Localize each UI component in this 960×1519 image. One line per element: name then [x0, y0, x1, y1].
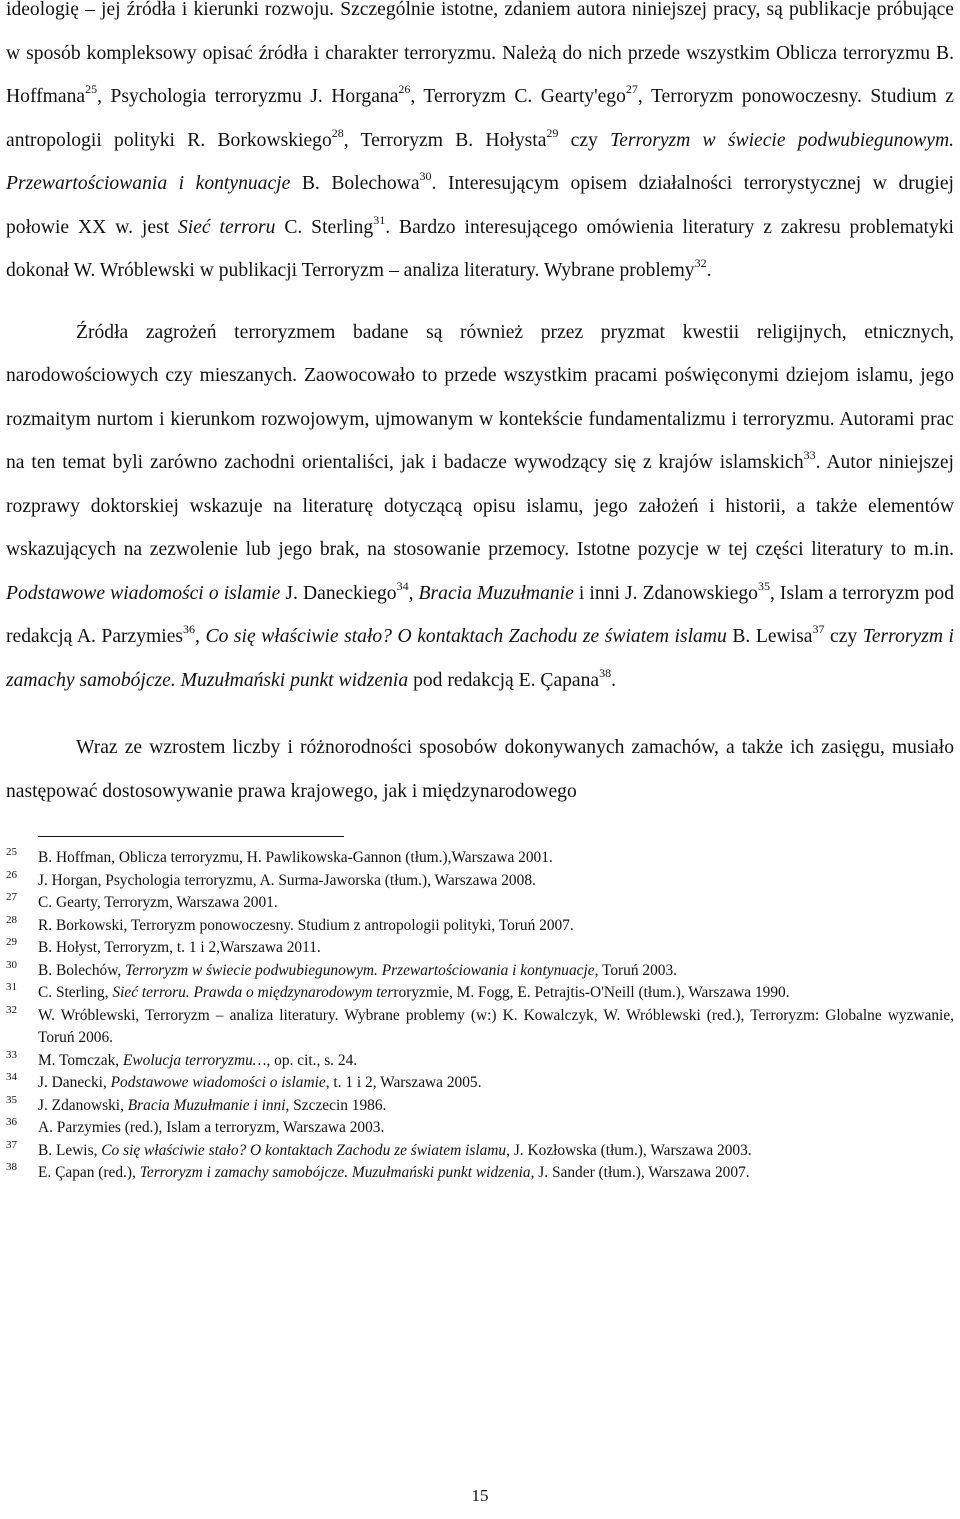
- text-run: R. Borkowski, Terroryzm ponowoczesny. Studium z antropologii polityki, Toruń 2007.: [38, 916, 574, 934]
- footnote: [6, 1117, 954, 1140]
- footnote-reference: 37: [812, 622, 825, 636]
- text-run: , Toruń 2003.: [594, 961, 678, 979]
- text-run: J. Zdanowski,: [38, 1096, 128, 1114]
- text-run: W. Wróblewski, Terroryzm – analiza literatury. Wybrane problemy (w:) K. Kowalczyk, W. Wróblewski (red.), Terroryzm: Globalne wyzwanie, Toruń 2006.: [38, 1006, 954, 1046]
- text-run: , Terroryzm B. Hołysta: [343, 129, 547, 151]
- footnote: [6, 937, 954, 960]
- text-run: . Autor niniejszej rozprawy doktorskiej wskazuje na literaturę dotyczącą opisu islamu, jego założeń i historii, a także elementów wskazujących na zezwolenie lub jego brak, na stosowanie przemocy. Istotne pozycje w tej części literatury to m.in.: [6, 452, 954, 560]
- text-run: J. Danecki,: [38, 1074, 111, 1091]
- footnote: [6, 1162, 954, 1185]
- footnote-reference: 27: [625, 82, 638, 96]
- text-run: ideologię – jej źródła i kierunki rozwoju. Szczególnie istotne, zdaniem autora niniejszej pracy, są publikacje próbujące w sposób kompleksowy opisać źródła i charakter terroryzmu. Należą do nich przede wszystkim Oblicza terroryzmu B. Hoffmana: [6, 0, 954, 107]
- italic-title: Podstawowe wiadomości o islamie: [6, 582, 281, 604]
- text-run: czy: [824, 626, 863, 647]
- text-run: .: [611, 669, 617, 691]
- footnote-reference: 33: [803, 448, 816, 462]
- text-run: . Bardzo interesującego omówienia literatury z zakresu problematyki dokonał W. Wróblewski w publikacji Terroryzm – analiza literatury. Wybrane problemy: [6, 216, 955, 281]
- footnote-reference: 38: [599, 665, 612, 680]
- footnote-reference: 29: [546, 125, 559, 140]
- footnote-number: 35: [6, 1093, 17, 1106]
- footnote: [6, 1050, 954, 1073]
- text-run: , Islam a terroryzm pod redakcją A. Parzymies: [6, 582, 955, 647]
- italic-title: Bracia Muzułmanie i inni: [127, 1096, 286, 1114]
- italic-title: Terroryzm w świecie podwubiegunowym. Przewartościowania i kontynuacje: [6, 129, 954, 194]
- text-run: C. Gearty, Terroryzm, Warszawa 2001.: [38, 894, 278, 911]
- footnote-number: 29: [6, 936, 17, 948]
- footnote-number: 27: [6, 891, 17, 903]
- footnote-number: 26: [6, 868, 17, 881]
- text-run: B. Bolechowa: [290, 173, 420, 194]
- text-run: .: [706, 260, 712, 281]
- text-run: B. Lewisa: [726, 626, 813, 647]
- footnote-reference: 26: [398, 82, 411, 96]
- footnote-reference: 28: [331, 125, 344, 140]
- italic-title: Ewolucja terroryzmu…: [122, 1051, 267, 1069]
- paragraph: [6, 726, 954, 813]
- footnote: [6, 982, 954, 1005]
- footnote: [6, 1095, 954, 1118]
- footnote-reference: 31: [373, 212, 386, 227]
- italic-title: Terroryzm w świecie podwubiegunowym. Przewartościowania i kontynuacje: [125, 961, 595, 979]
- footnote-number: 25: [6, 846, 17, 858]
- text-run: J. Daneckiego: [280, 582, 397, 604]
- italic-title: Podstawowe wiadomości o islamie: [110, 1074, 326, 1091]
- text-run: czy: [558, 129, 611, 151]
- text-run: ,: [408, 582, 419, 604]
- footnote-number: 36: [6, 1116, 17, 1128]
- footnote-number: 33: [6, 1048, 17, 1061]
- footnote-number: 30: [6, 958, 17, 971]
- text-run: A. Parzymies (red.), Islam a terroryzm, Warszawa 2003.: [38, 1119, 385, 1136]
- italic-title: Co się właściwie stało? O kontaktach Zachodu ze światem islamu: [101, 1141, 507, 1159]
- italic-title: Sieć terroru. Prawda o międzynarodowym ter: [112, 984, 394, 1001]
- footnote-reference: 30: [419, 169, 432, 183]
- text-run: , Terroryzm C. Gearty'ego: [410, 86, 626, 107]
- text-run: , J. Sander (tłum.), Warszawa 2007.: [530, 1164, 750, 1181]
- text-run: B. Hołyst, Terroryzm, t. 1 i 2,Warszawa 2011.: [38, 939, 321, 956]
- paragraph: [6, 0, 954, 293]
- footnote-separator: [38, 836, 344, 837]
- italic-title: Terroryzm i zamachy samobójcze. Muzułmański punkt widzenia: [139, 1164, 531, 1181]
- text-run: J. Horgan, Psychologia terroryzmu, A. Surma-Jaworska (tłum.), Warszawa 2008.: [38, 871, 536, 889]
- footnote-reference: 36: [183, 622, 196, 636]
- footnote: [6, 915, 954, 938]
- paragraph: [6, 311, 954, 703]
- footnotes: [6, 847, 954, 1185]
- text-run: B. Bolechów,: [38, 961, 126, 979]
- text-run: C. Sterling: [275, 216, 374, 238]
- text-run: B. Lewis,: [38, 1141, 102, 1159]
- italic-title: Sieć terroru: [178, 216, 276, 238]
- page-number: 15: [471, 1486, 489, 1505]
- text-run: i inni J. Zdanowskiego: [573, 582, 758, 604]
- text-run: , t. 1 i 2, Warszawa 2005.: [325, 1074, 482, 1091]
- text-run: B. Hoffman, Oblicza terroryzmu, H. Pawlikowska-Gannon (tłum.),Warszawa 2001.: [38, 849, 553, 866]
- text-run: M. Tomczak,: [38, 1051, 123, 1069]
- text-run: , Szczecin 1986.: [285, 1096, 387, 1114]
- text-run: , J. Kozłowska (tłum.), Warszawa 2003.: [506, 1141, 752, 1159]
- footnote: [6, 1140, 954, 1163]
- footnote-number: 38: [6, 1161, 17, 1173]
- footnote: [6, 892, 954, 915]
- footnote-number: 37: [6, 1138, 17, 1151]
- footnote: [6, 870, 954, 893]
- footnote-number: 34: [6, 1071, 17, 1083]
- footnote: [6, 847, 954, 870]
- text-run: . Interesującym opisem działalności terrorystycznej w drugiej połowie XX w. jest: [6, 173, 954, 238]
- footnote-number: 32: [6, 1003, 17, 1016]
- footnote: [6, 960, 954, 983]
- text-run: pod redakcją E. Çapana: [408, 669, 600, 691]
- text-run: , Psychologia terroryzmu J. Horgana: [97, 86, 399, 107]
- footnote-reference: 34: [396, 578, 409, 593]
- footnote-reference: 35: [757, 578, 770, 593]
- text-run: Źródła zagrożeń terroryzmem badane są również przez pryzmat kwestii religijnych, etnicznych, narodowościowych czy mieszanych. Zaowocowało to przede wszystkim pracami poświęconymi dziejom islamu, jego rozmaitym nurtom i kierunkom rozwojowym, ujmowanym w kontekście fundamentalizmu i terroryzmu. Autorami prac na ten temat byli zarówno zachodni orientaliści, jak i badacze wywodzący się z krajów islamskich: [6, 321, 954, 473]
- text-run: , op. cit., s. 24.: [266, 1051, 358, 1069]
- footnote: [6, 1005, 954, 1050]
- text-run: ,: [195, 626, 206, 647]
- footnote: [6, 1072, 954, 1095]
- text-run: C. Sterling,: [38, 984, 113, 1001]
- footnote-reference: 32: [694, 256, 707, 270]
- text-run: roryzmie, M. Fogg, E. Petrajtis-O'Neill (tłum.), Warszawa 1990.: [393, 984, 790, 1001]
- italic-title: Terroryzm i zamachy samobójcze. Muzułmański punkt widzenia: [6, 626, 954, 691]
- body-text: [6, 0, 954, 813]
- text-run: Wraz ze wzrostem liczby i różnorodności sposobów dokonywanych zamachów, a także ich zasięgu, musiało następować dostosowywanie prawa krajowego, jak i międzynarodowego: [6, 737, 954, 802]
- italic-title: Bracia Muzułmanie: [418, 582, 574, 604]
- footnote-reference: 25: [85, 82, 98, 96]
- italic-title: Co się właściwie stało? O kontaktach Zachodu ze światem islamu: [205, 626, 727, 647]
- text-run: , Terroryzm ponowoczesny. Studium z antropologii polityki R. Borkowskiego: [6, 86, 954, 151]
- footnote-number: 28: [6, 913, 17, 926]
- footnote-number: 31: [6, 981, 17, 993]
- text-run: E. Çapan (red.),: [38, 1164, 140, 1181]
